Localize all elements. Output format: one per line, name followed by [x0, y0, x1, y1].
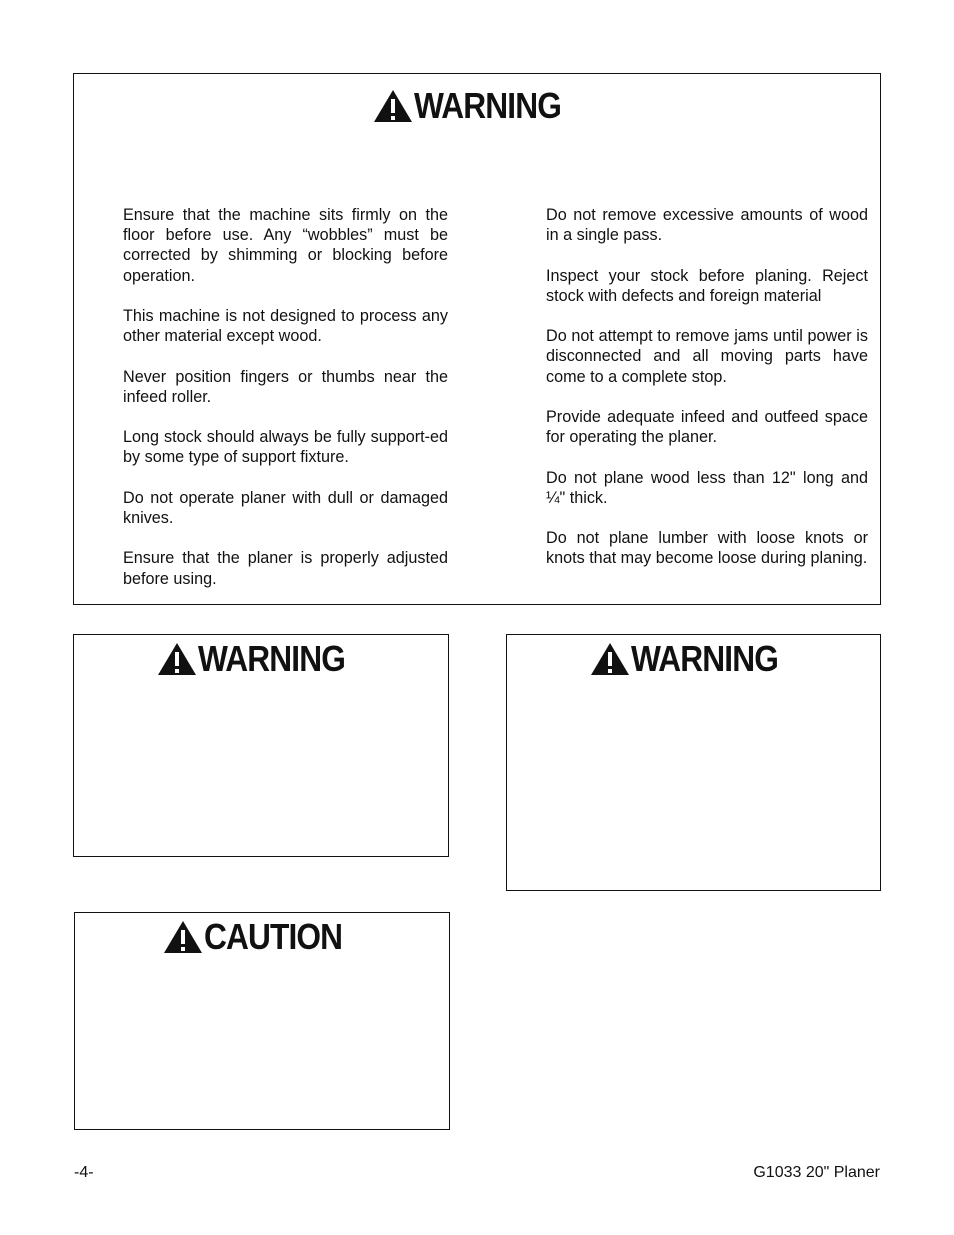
- caution-heading: [75, 916, 449, 957]
- mid-right-warning-box: [506, 634, 881, 891]
- warning-label: WARNING: [630, 638, 778, 679]
- manual-title: G1033 20" Planer: [753, 1164, 880, 1181]
- warning-label: WARNING: [198, 638, 345, 679]
- warning-label: WARNING: [414, 85, 561, 126]
- top-warning-box: [73, 73, 881, 605]
- paragraph: This machine is not designed to process any other material except wood.: [123, 307, 448, 346]
- paragraph: Do not remove excessive amounts of wood in a single pass.: [546, 206, 868, 245]
- left-column: [123, 205, 448, 609]
- top-warning-heading: [74, 85, 880, 126]
- paragraph: Provide adequate infeed and outfeed space for operating the planer.: [546, 407, 868, 447]
- caution-box: [74, 912, 450, 1130]
- paragraph: Do not operate planer with dull or damaged knives.: [123, 488, 448, 527]
- mid-right-warning-heading: [507, 638, 880, 679]
- paragraph: Long stock should always be fully support-ed by some type of support fixture.: [123, 428, 448, 467]
- paragraph: Do not plane wood less than 12" long and ¼" thick.: [546, 468, 868, 507]
- right-column: [546, 205, 868, 589]
- warning-triangle-icon: [373, 89, 413, 123]
- paragraph: Inspect your stock before planing. Reject stock with defects and foreign material: [546, 266, 868, 305]
- paragraph: Ensure that the machine sits firmly on the floor before use. Any “wobbles” must be corrected by shimming or blocking before operation.: [123, 206, 448, 285]
- page-number: -4-: [74, 1164, 94, 1181]
- caution-label: CAUTION: [204, 916, 343, 957]
- paragraph: Never position fingers or thumbs near the infeed roller.: [123, 367, 448, 406]
- paragraph: Do not attempt to remove jams until power is disconnected and all moving parts have come to a complete stop.: [546, 327, 868, 386]
- warning-triangle-icon: [157, 642, 197, 676]
- mid-left-warning-box: [73, 634, 449, 857]
- mid-left-warning-heading: [74, 638, 448, 679]
- warning-triangle-icon: [590, 642, 630, 676]
- caution-triangle-icon: [163, 920, 203, 954]
- paragraph: Ensure that the planer is properly adjusted before using.: [123, 549, 448, 588]
- paragraph: Do not plane lumber with loose knots or knots that may become loose during planing.: [546, 529, 868, 568]
